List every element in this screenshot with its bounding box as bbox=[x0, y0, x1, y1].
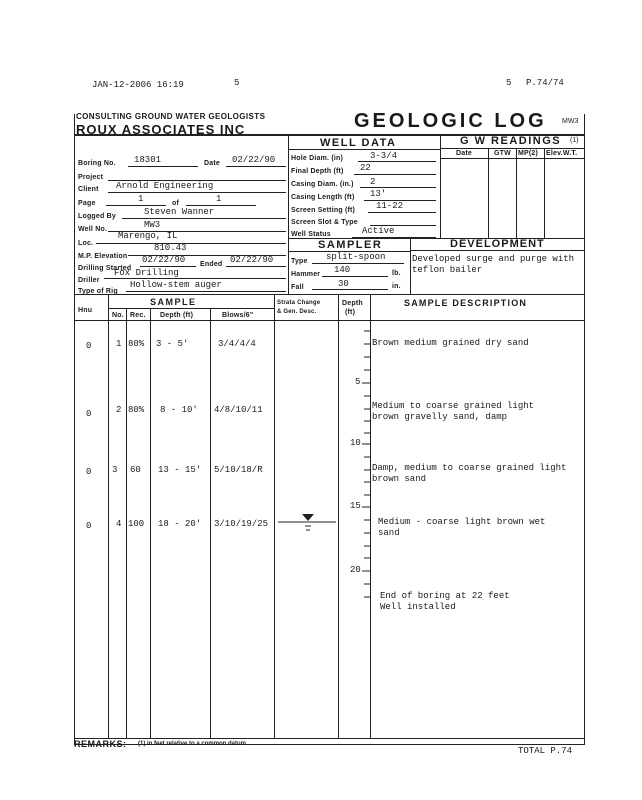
well-data-heading: WELL DATA bbox=[320, 137, 397, 149]
drilling-started-value: 02/22/90 bbox=[142, 255, 186, 265]
development-text-1: Developed surge and purge with bbox=[412, 254, 575, 264]
row3-blows: 5/10/18/R bbox=[214, 465, 263, 475]
table-top-rule bbox=[74, 294, 584, 295]
form-title-suffix: MW3 bbox=[562, 118, 579, 125]
type-rig-value: Hollow-stem auger bbox=[130, 280, 222, 290]
col-blows: Blows/6" bbox=[222, 312, 254, 319]
row2-no: 2 bbox=[116, 405, 122, 415]
well-status-label: Well Status bbox=[291, 231, 331, 238]
hammer-unit: lb. bbox=[392, 270, 401, 277]
row2-desc-1: Medium to coarse grained light bbox=[372, 401, 535, 411]
fax-date-time: JAN-12-2006 16:19 bbox=[92, 80, 184, 90]
gw-col-elev: Elev.W.T. bbox=[546, 150, 578, 157]
col-depth: Depth (ft) bbox=[160, 312, 194, 319]
boring-no-label: Boring No. bbox=[78, 160, 116, 167]
fax-page-num: 5 bbox=[506, 78, 512, 88]
row4-depth: 18 - 20' bbox=[158, 519, 202, 529]
final-depth-label: Final Depth (ft) bbox=[291, 168, 344, 175]
row4-rec: 100 bbox=[128, 519, 145, 529]
page-value: 1 bbox=[138, 194, 144, 204]
hammer-label: Hammer bbox=[291, 271, 321, 278]
sampler-heading: SAMPLER bbox=[318, 239, 383, 251]
company-name: ROUX ASSOCIATES INC bbox=[76, 122, 246, 137]
row3-depth: 13 - 15' bbox=[158, 465, 202, 475]
col-hnu: Hnu bbox=[78, 307, 93, 314]
row4-hnu: 0 bbox=[86, 521, 92, 531]
end-of-boring-2: Well installed bbox=[380, 602, 456, 612]
row3-desc-1: Damp, medium to coarse grained light bbox=[372, 463, 567, 473]
end-of-boring-1: End of boring at 22 feet bbox=[380, 591, 510, 601]
row2-blows: 4/8/10/11 bbox=[214, 405, 263, 415]
screen-setting-label: Screen Setting (ft) bbox=[291, 207, 356, 214]
row1-depth: 3 - 5' bbox=[156, 339, 189, 349]
fall-value: 30 bbox=[338, 279, 349, 289]
depth-tick-5: 5 bbox=[355, 377, 361, 387]
fax-total: TOTAL P.74 bbox=[518, 746, 573, 756]
boring-no-value: 18301 bbox=[134, 155, 162, 165]
depth-tick-15: 15 bbox=[350, 501, 361, 511]
row2-depth: 8 - 10' bbox=[160, 405, 198, 415]
depth-tick-20: 20 bbox=[350, 565, 361, 575]
casing-diam-value: 2 bbox=[370, 177, 376, 187]
project-label: Project bbox=[78, 174, 104, 181]
row3-rec: 60 bbox=[130, 465, 141, 475]
table-bottom-rule bbox=[74, 738, 584, 739]
development-heading: DEVELOPMENT bbox=[450, 238, 545, 250]
row1-rec: 80% bbox=[128, 339, 145, 349]
row2-desc-2: brown gravelly sand, damp bbox=[372, 412, 508, 422]
sampler-type-value: split-spoon bbox=[326, 252, 386, 262]
depth-tick-marks bbox=[362, 320, 372, 620]
col-depth-ft-1: Depth bbox=[342, 300, 363, 307]
logged-by-value: Steven Wanner bbox=[144, 207, 215, 217]
row1-no: 1 bbox=[116, 339, 122, 349]
fax-mark: 5 bbox=[234, 78, 240, 88]
remarks-text: (1) in feet relative to a common datum bbox=[138, 741, 247, 747]
fall-unit: in. bbox=[392, 283, 401, 290]
final-depth-value: 22 bbox=[360, 163, 371, 173]
loc-label: Loc. bbox=[78, 240, 94, 247]
screen-slot-label: Screen Slot & Type bbox=[291, 219, 358, 226]
row4-desc-1: Medium - coarse light brown wet bbox=[378, 517, 546, 527]
mp-elevation-value: 810.43 bbox=[154, 243, 187, 253]
hammer-value: 140 bbox=[334, 265, 351, 275]
gw-readings-suffix: (1) bbox=[570, 137, 579, 144]
col-sample: SAMPLE bbox=[150, 297, 197, 307]
of-label: of bbox=[172, 200, 180, 207]
gw-col-mp: MP(2) bbox=[518, 150, 539, 157]
form-left-border bbox=[74, 114, 75, 744]
hole-diam-value: 3-3/4 bbox=[370, 151, 398, 161]
row4-blows: 3/10/19/25 bbox=[214, 519, 269, 529]
col-rec: Rec. bbox=[130, 312, 146, 319]
well-status-value: Active bbox=[362, 226, 395, 236]
ended-value: 02/22/90 bbox=[230, 255, 274, 265]
client-label: Client bbox=[78, 186, 99, 193]
row2-rec: 80% bbox=[128, 405, 145, 415]
row4-no: 4 bbox=[116, 519, 122, 529]
well-no-label: Well No. bbox=[78, 226, 108, 233]
col-strata-2: & Gen. Desc. bbox=[277, 309, 317, 315]
casing-diam-label: Casing Diam. (in.) bbox=[291, 181, 354, 188]
screen-setting-value: 11-22 bbox=[376, 201, 404, 211]
loc-value: Marengo, IL bbox=[118, 231, 178, 241]
of-value: 1 bbox=[216, 194, 222, 204]
ended-label: Ended bbox=[200, 261, 223, 268]
gw-readings-heading: G W READINGS bbox=[460, 135, 562, 147]
well-no-value: MW3 bbox=[144, 220, 161, 230]
water-table-icon bbox=[276, 512, 338, 538]
gw-col-date: Date bbox=[456, 150, 472, 157]
row3-desc-2: brown sand bbox=[372, 474, 427, 484]
hole-diam-label: Hole Diam. (in) bbox=[291, 155, 344, 162]
driller-label: Driller bbox=[78, 277, 100, 284]
type-rig-label: Type of Rig bbox=[78, 288, 118, 295]
drilling-started-label: Drilling Started bbox=[78, 265, 132, 272]
logged-by-label: Logged By bbox=[78, 213, 116, 220]
page-label: Page bbox=[78, 200, 96, 207]
col-depth-ft-2: (ft) bbox=[345, 309, 356, 316]
row1-blows: 3/4/4/4 bbox=[218, 339, 256, 349]
col-description: SAMPLE DESCRIPTION bbox=[404, 298, 528, 308]
company-tagline: CONSULTING GROUND WATER GEOLOGISTS bbox=[76, 112, 266, 121]
sampler-type-label: Type bbox=[291, 258, 308, 265]
date-value: 02/22/90 bbox=[232, 155, 276, 165]
col-strata-1: Strata Change bbox=[277, 300, 321, 306]
row4-desc-2: sand bbox=[378, 528, 400, 538]
row3-no: 3 bbox=[112, 465, 118, 475]
info-divider bbox=[288, 134, 289, 294]
development-divider bbox=[410, 238, 411, 294]
row1-hnu: 0 bbox=[86, 341, 92, 351]
form-title: GEOLOGIC LOG bbox=[354, 110, 547, 132]
row3-hnu: 0 bbox=[86, 467, 92, 477]
driller-value: Fox Drilling bbox=[114, 268, 179, 278]
col-no: No. bbox=[112, 312, 124, 319]
gw-col-gtw: GTW bbox=[494, 150, 511, 157]
casing-length-label: Casing Length (ft) bbox=[291, 194, 355, 201]
fall-label: Fall bbox=[291, 284, 304, 291]
form-right-border bbox=[584, 114, 585, 744]
client-value: Arnold Engineering bbox=[116, 181, 214, 191]
row2-hnu: 0 bbox=[86, 409, 92, 419]
development-text-2: teflon bailer bbox=[412, 265, 483, 275]
mp-elevation-label: M.P. Elevation bbox=[78, 253, 128, 260]
fax-page-ref: P.74/74 bbox=[526, 78, 564, 88]
gw-divider bbox=[440, 134, 441, 238]
casing-length-value: 13' bbox=[370, 189, 387, 199]
remarks-label: REMARKS: bbox=[74, 739, 127, 749]
depth-tick-10: 10 bbox=[350, 438, 361, 448]
row1-desc-1: Brown medium grained dry sand bbox=[372, 338, 529, 348]
date-label: Date bbox=[204, 160, 220, 167]
